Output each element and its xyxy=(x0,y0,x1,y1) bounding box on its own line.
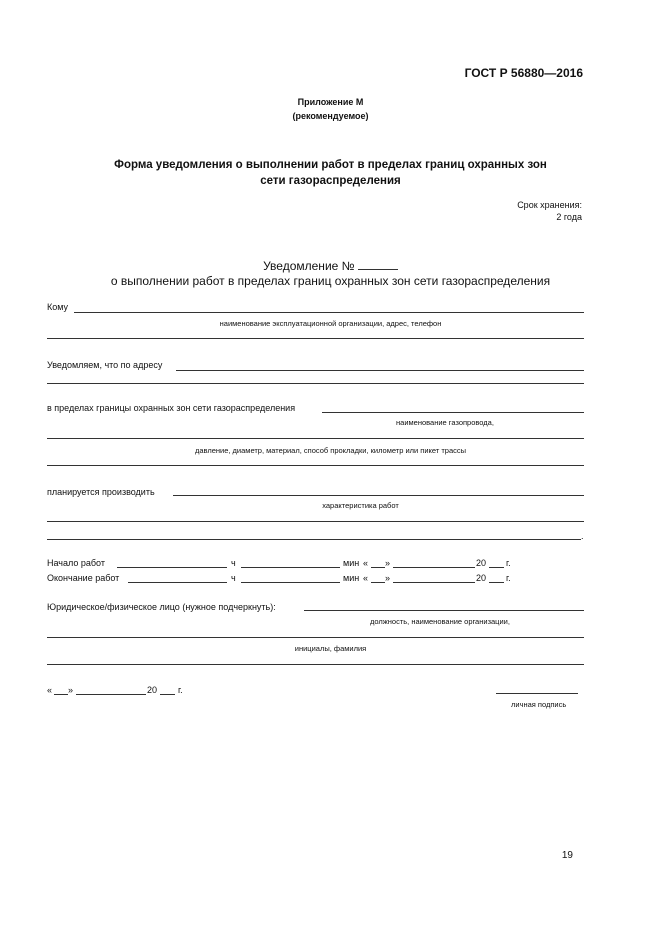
start-year-field[interactable] xyxy=(489,567,504,568)
sign-quote-close: » xyxy=(68,685,74,695)
annex-status: (рекомендуемое) xyxy=(292,111,369,121)
work-field-end: . xyxy=(581,531,584,541)
end-minute-abbr: мин xyxy=(343,573,360,583)
start-quote-close: » xyxy=(385,558,391,568)
form-title-line2: сети газораспределения xyxy=(260,175,401,187)
start-month-field[interactable] xyxy=(393,567,475,568)
work-field-line2[interactable] xyxy=(47,521,584,522)
sign-month-field[interactable] xyxy=(76,694,146,695)
notice-heading xyxy=(0,259,661,289)
to-field[interactable] xyxy=(74,312,584,313)
start-day-field[interactable] xyxy=(371,567,385,568)
end-month-field[interactable] xyxy=(393,582,475,583)
notify-address-label: Уведомляем, что по адресу xyxy=(47,360,163,370)
sign-year-field[interactable] xyxy=(160,694,175,695)
signature-field[interactable] xyxy=(496,693,578,694)
start-hour-field[interactable] xyxy=(117,567,227,568)
signature-caption: личная подпись xyxy=(511,700,567,709)
notice-subtitle: о выполнении работ в пределах границ охранных зон сети газораспределения xyxy=(110,274,551,288)
start-label: Начало работ xyxy=(47,558,105,568)
sign-year-prefix: 20 xyxy=(147,685,158,695)
pipeline-caption2: давление, диаметр, материал, способ прокладки, километр или пикет трассы xyxy=(194,446,467,455)
end-year-suffix: г. xyxy=(506,573,511,583)
start-minute-abbr: мин xyxy=(343,558,360,568)
position-caption: должность, наименование организации, xyxy=(370,617,510,626)
end-day-field[interactable] xyxy=(371,582,385,583)
sign-day-field[interactable] xyxy=(54,694,68,695)
retention-label: Срок хранения: xyxy=(517,200,582,210)
end-quote-close: » xyxy=(385,573,391,583)
initials-caption: инициалы, фамилия xyxy=(294,644,367,653)
start-year-suffix: г. xyxy=(506,558,511,568)
retention-period xyxy=(517,200,582,223)
initials-field[interactable] xyxy=(47,664,584,665)
to-label: Кому xyxy=(47,302,69,312)
form-title-line1: Форма уведомления о выполнении работ в пределах границ охранных зон xyxy=(114,159,547,171)
position-field[interactable] xyxy=(304,610,584,611)
pipeline-field-line2[interactable] xyxy=(47,438,584,439)
end-year-prefix: 20 xyxy=(476,573,487,583)
pipeline-field[interactable] xyxy=(322,412,584,413)
sign-quote-open: « xyxy=(47,685,53,695)
planned-work-label: планируется производить xyxy=(47,487,155,497)
to-field-line2[interactable] xyxy=(47,338,584,339)
work-field[interactable] xyxy=(173,495,584,496)
start-minute-field[interactable] xyxy=(241,567,340,568)
address-field[interactable] xyxy=(176,370,584,371)
end-hour-abbr: ч xyxy=(231,573,236,583)
notice-title-row xyxy=(0,259,661,274)
start-hour-abbr: ч xyxy=(231,558,236,568)
end-minute-field[interactable] xyxy=(241,582,340,583)
end-label: Окончание работ xyxy=(47,573,120,583)
position-field-line2[interactable] xyxy=(47,637,584,638)
end-hour-field[interactable] xyxy=(128,582,227,583)
work-field-line3[interactable] xyxy=(47,539,581,540)
annex-heading xyxy=(0,95,661,123)
within-zone-label: в пределах границы охранных зон сети газораспределения xyxy=(47,403,296,413)
form-title xyxy=(0,157,661,189)
notice-title: Уведомление № xyxy=(263,259,355,273)
end-quote-open: « xyxy=(363,573,369,583)
annex-title: Приложение М xyxy=(297,97,364,107)
start-year-prefix: 20 xyxy=(476,558,487,568)
person-label: Юридическое/физическое лицо (нужное подчеркнуть): xyxy=(47,602,276,612)
address-field-line2[interactable] xyxy=(47,383,584,384)
page-number: 19 xyxy=(561,850,573,861)
start-quote-open: « xyxy=(363,558,369,568)
notice-number-field[interactable] xyxy=(358,260,398,270)
pipeline-field-line3[interactable] xyxy=(47,465,584,466)
to-caption: наименование эксплуатационной организации, адрес, телефон xyxy=(219,319,442,328)
retention-value: 2 года xyxy=(556,211,582,222)
work-caption: характеристика работ xyxy=(322,501,399,510)
standard-number: ГОСТ Р 56880—2016 xyxy=(464,66,583,80)
pipeline-caption: наименование газопровода, xyxy=(396,418,494,427)
sign-year-suffix: г. xyxy=(178,685,183,695)
end-year-field[interactable] xyxy=(489,582,504,583)
